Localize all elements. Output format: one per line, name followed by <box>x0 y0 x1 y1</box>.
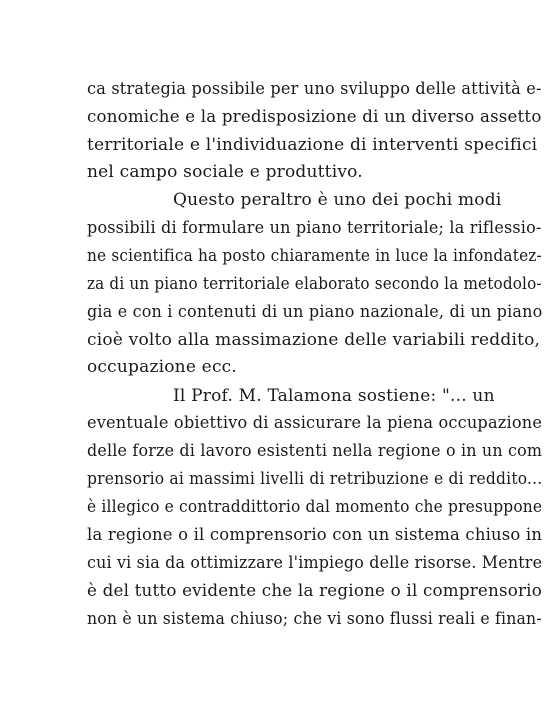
text-line: conomiche e la predisposizione di un diverso assetto <box>87 107 542 127</box>
text-line: ne scientifica ha posto chiaramente in luce la infondatez- <box>87 246 542 266</box>
text-line: la regione o il comprensorio con un sistema chiuso in <box>87 525 543 545</box>
text-line: possibili di formulare un piano territoriale; la riflessio- <box>87 218 542 238</box>
text-line: territoriale e l'individuazione di interventi specifici <box>87 135 538 155</box>
text-line: cioè volto alla massimazione delle variabili reddito, <box>87 330 541 350</box>
text-line: prensorio ai massimi livelli di retribuzione e di reddito... <box>87 469 543 489</box>
text-line: Questo peraltro è uno dei pochi modi <box>173 190 502 210</box>
text-line: cui vi sia da ottimizzare l'impiego delle risorse. Mentre <box>87 553 543 573</box>
text-line: Il Prof. M. Talamona sostiene: "... un <box>173 386 495 406</box>
text-line: occupazione ecc. <box>87 357 237 377</box>
text-line: non è un sistema chiuso; che vi sono flussi reali e finan- <box>87 609 542 629</box>
text-line: nel campo sociale e produttivo. <box>87 162 363 182</box>
text-line: delle forze di lavoro esistenti nella regione o in un com <box>87 441 543 461</box>
text-line: è del tutto evidente che la regione o il comprensorio <box>87 581 542 601</box>
text-line: eventuale obiettivo di assicurare la piena occupazione <box>87 413 543 433</box>
text-line: za di un piano territoriale elaborato secondo la metodolo- <box>87 274 542 294</box>
text-line: gia e con i contenuti di un piano nazionale, di un piano <box>87 302 543 322</box>
text-line: è illegico e contraddittorio dal momento che presuppone <box>87 497 543 517</box>
text-line: ca strategia possibile per uno sviluppo delle attività e- <box>87 79 542 99</box>
